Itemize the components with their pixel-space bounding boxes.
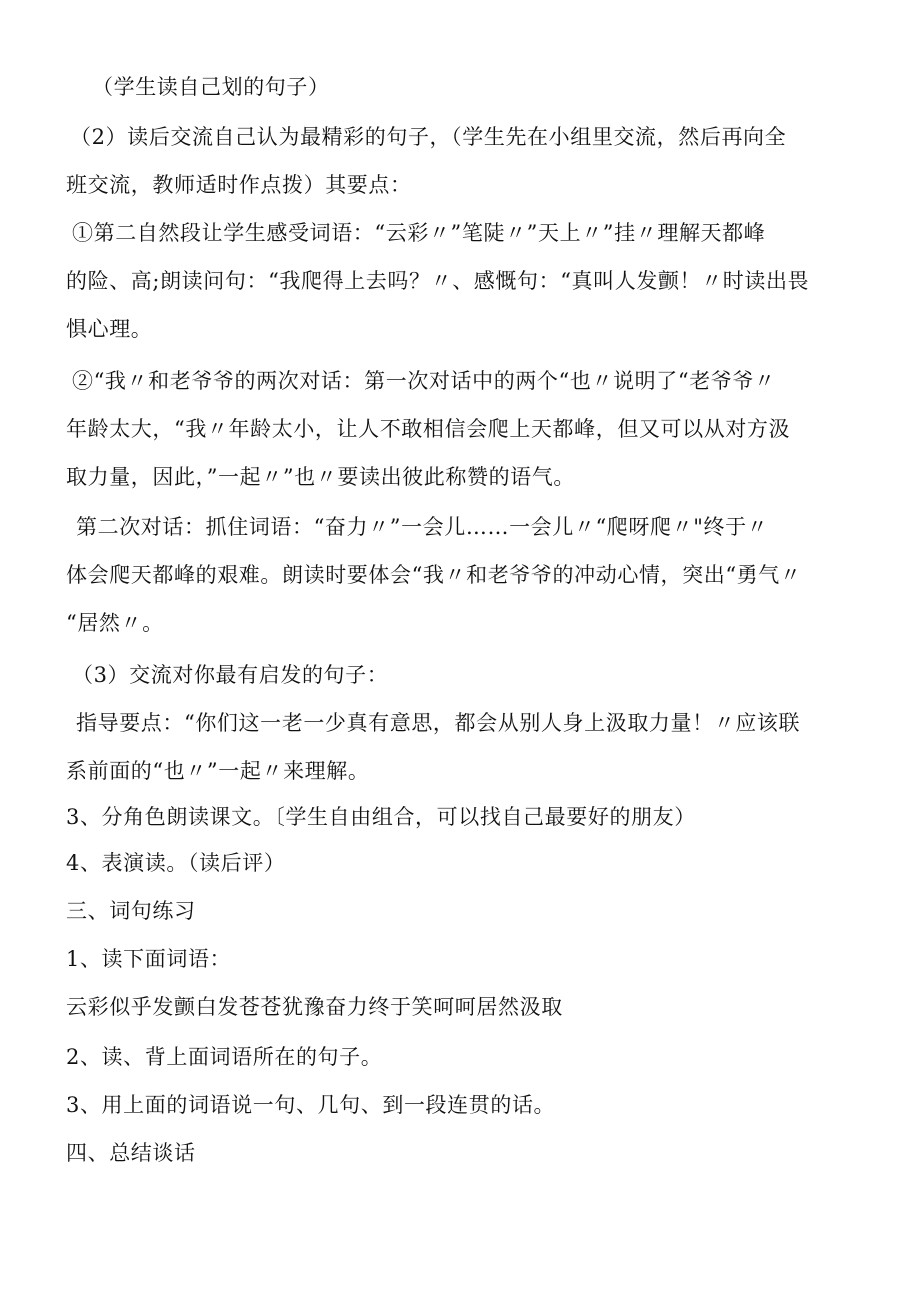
text-line-17: 4、表演读。（读后评） xyxy=(66,851,286,875)
text-line-5: 的险、高;朗读问句：“我爬得上去吗？〃、感慨句：“真叫人发颤！〃时读出畏 xyxy=(66,269,810,293)
text-line-7: ②“我〃和老爷爷的两次对话：第一次对话中的两个“也〃说明了“老爷爷〃 xyxy=(72,369,776,393)
text-line-11: 体会爬天都峰的艰难。朗读时要体会“我〃和老爷爷的冲动心情，突出“勇气〃 xyxy=(66,563,802,587)
text-line-15: 系前面的“也〃”一起〃来理解。 xyxy=(66,759,370,783)
text-line-14: 指导要点：“你们这一老一少真有意思，都会从别人身上汲取力量！〃应该联 xyxy=(76,711,801,735)
text-line-18: 三、词句练习 xyxy=(66,899,196,923)
text-line-22: 3、用上面的词语说一句、几句、到一段连贯的话。 xyxy=(66,1093,556,1117)
text-line-3: 班交流，教师适时作点拨）其要点： xyxy=(66,173,412,197)
text-line-13: （3）交流对你最有启发的句子： xyxy=(72,663,389,687)
text-line-4: ①第二自然段让学生感受词语：“云彩〃”笔陡〃”天上〃”挂〃理解天都峰 xyxy=(72,221,766,245)
text-line-8: 年龄太大，“我〃年龄太小，让人不敢相信会爬上天都峰，但又可以从对方汲 xyxy=(66,417,791,441)
text-line-6: 惧心理。 xyxy=(66,317,153,341)
text-line-20: 云彩似乎发颤白发苍苍犹豫奋力终于笑呵呵居然汲取 xyxy=(66,995,563,1019)
text-line-21: 2、读、背上面词语所在的句子。 xyxy=(66,1045,383,1069)
text-line-19: 1、读下面词语： xyxy=(66,947,232,971)
text-line-23: 四、总结谈话 xyxy=(66,1141,196,1165)
text-line-1: （学生读自己划的句子） xyxy=(92,75,330,99)
text-line-2: （2）读后交流自己认为最精彩的句子，（学生先在小组里交流，然后再向全 xyxy=(70,125,787,149)
text-line-12: “居然〃。 xyxy=(66,611,164,635)
text-line-16: 3、分角色朗读课文。〔学生自由组合，可以找自己最要好的朋友） xyxy=(66,805,696,829)
text-line-9: 取力量，因此，”一起〃”也〃要读出彼此称赞的语气。 xyxy=(66,465,575,489)
text-line-10: 第二次对话：抓住词语：“奋力〃”一会儿……一会儿〃“爬呀爬〃"终于〃 xyxy=(76,515,769,539)
